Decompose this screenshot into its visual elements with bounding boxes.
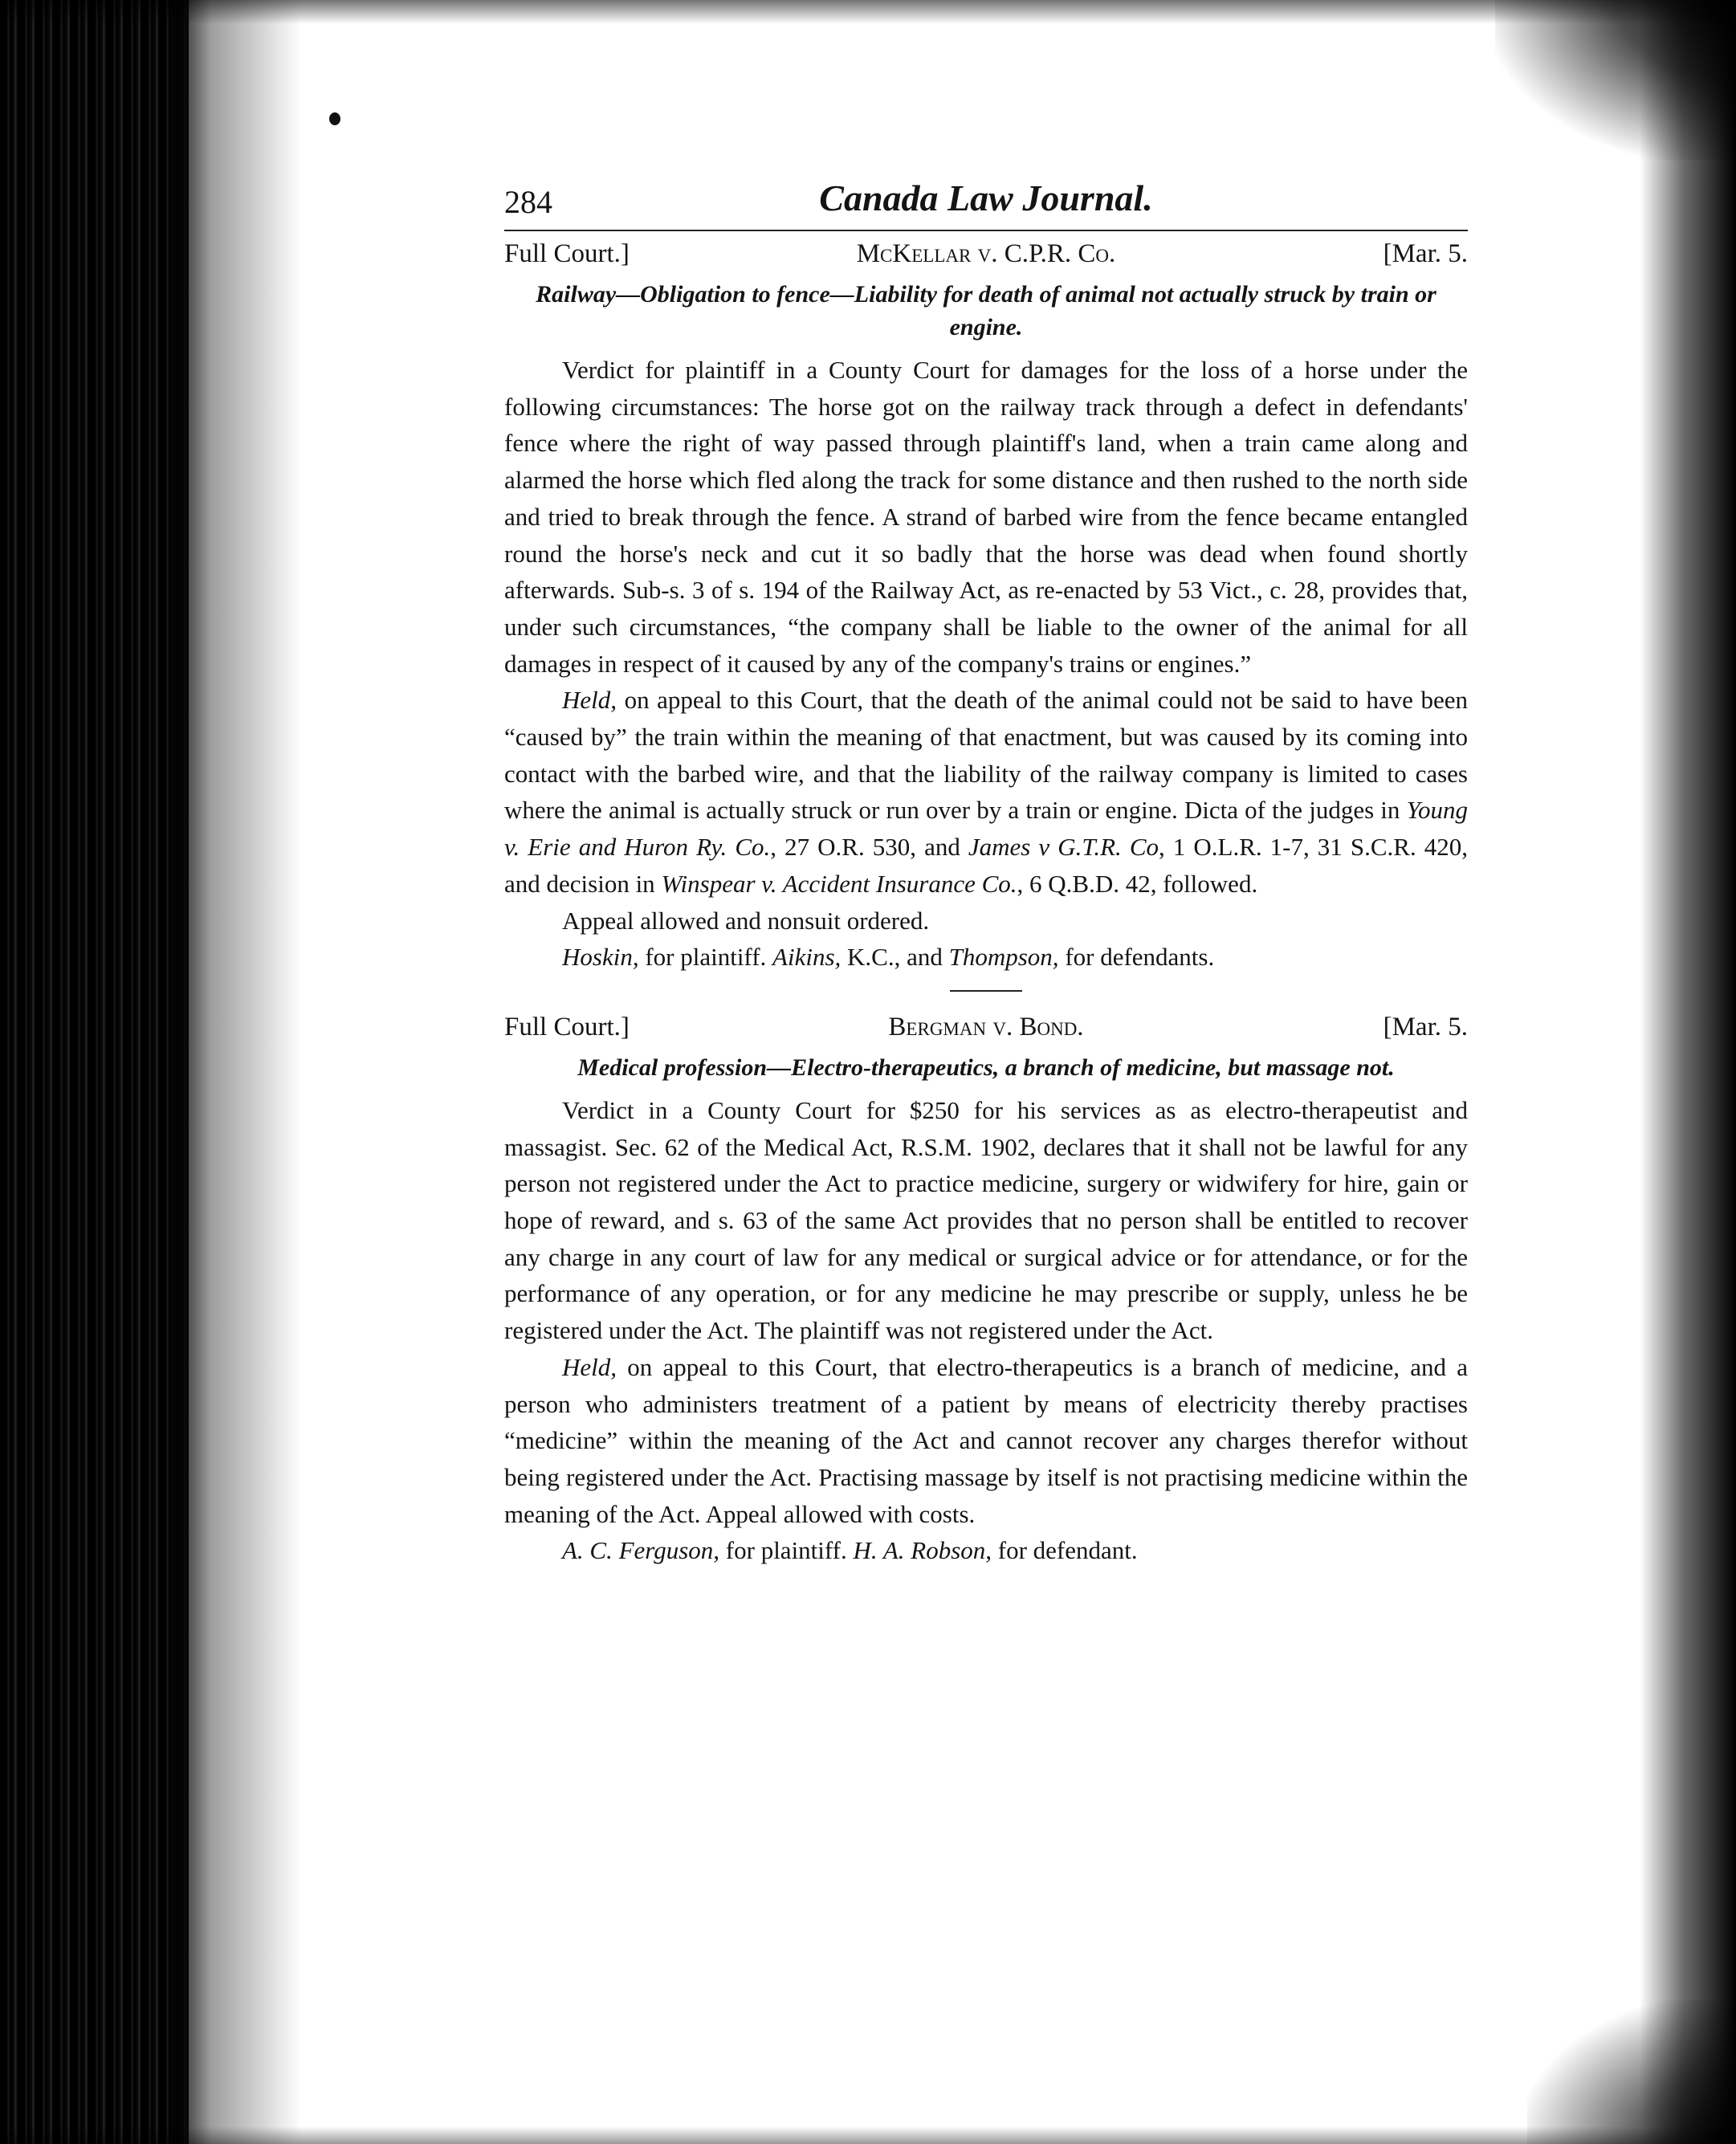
case-date: [Mar. 5. <box>1383 239 1468 268</box>
case-date: [Mar. 5. <box>1383 1012 1468 1041</box>
scan-binding-edge <box>0 0 189 2144</box>
case-citation: Young v. Erie and Huron Ry. Co. <box>504 796 1468 862</box>
case-paragraph: Held, on appeal to this Court, that electro-therapeutics is a branch of medicine, and a person who administers treatment of a patient by means of electricity thereby practises “medicine” within the meaning of the Act and cannot recover any charges therefor without being registered under the Act. Practising massage by itself is not practising medicine within the meaning of the Act. Appeal allowed with costs. <box>504 1352 1468 1528</box>
page-body <box>504 177 1468 1569</box>
page-number: 284 <box>504 184 552 220</box>
court-label: Full Court.] <box>504 239 630 268</box>
case-name: McKellar v. C.P.R. Co. <box>856 239 1116 268</box>
journal-title: Canada Law Journal. <box>819 177 1153 218</box>
scan-binding-shadow <box>173 0 301 2144</box>
case-report <box>504 1005 1468 1569</box>
case-paragraph: Held, on appeal to this Court, that the death of the animal could not be said to have been “caused by” the train within the meaning of that enactment, but was caused by its coming into contact with the barbed wire, and that the liability of the railway company is limited to cases where the animal is actually struck or run over by a train or engine. Dicta of the judges in Young v. Erie and Huron Ry. Co., 27 O.R. 530, and James v G.T.R. Co, 1 O.L.R. 1-7, 31 S.C.R. 420, and decision in Winspear v. Accident Insurance Co., 6 Q.B.D. 42, followed. <box>504 686 1469 898</box>
scan-speck <box>329 112 340 125</box>
case-separator <box>950 990 1022 992</box>
scan-right-edge <box>1640 0 1736 2144</box>
scan-corner-top-right <box>1495 0 1736 161</box>
scan-top-edge <box>0 0 1736 24</box>
case-report <box>504 231 1468 976</box>
case-header <box>504 231 1468 273</box>
case-header <box>504 1005 1468 1046</box>
case-name: Bergman v. Bond. <box>888 1012 1084 1041</box>
case-headnote: Railway—Obligation to fence—Liability for death of animal not actually struck by train or engine. <box>536 281 1436 340</box>
counsel-line: A. C. Ferguson, for plaintiff. H. A. Robson, for defendant. <box>562 1536 1138 1565</box>
held-label: Held, <box>562 1352 617 1381</box>
case-headnote: Medical profession—Electro-therapeutics, a branch of medicine, but massage not. <box>577 1054 1395 1081</box>
held-label: Held, <box>562 686 617 715</box>
case-disposition: Appeal allowed and nonsuit ordered. <box>562 906 930 935</box>
running-head <box>504 177 1468 231</box>
case-paragraph: Verdict for plaintiff in a County Court for damages for the loss of a horse under the following circumstances: The horse got on the railway track through a defect in defendants' fence where the right of way passed through plaintiff's land, when a train came along and alarmed the horse which fled along the track for some distance and then rushed to the north side and tried to break through the fence. A strand of barbed wire from the fence became entangled round the horse's neck and cut it so badly that the horse was dead when found shortly afterwards. Sub-s. 3 of s. 194 of the Railway Act, as re-enacted by 53 Vict., c. 28, provides that, under such circumstances, “the company shall be liable to the owner of the animal for all damages in respect of it caused by any of the company's trains or engines.” <box>504 356 1468 678</box>
court-label: Full Court.] <box>504 1012 630 1041</box>
case-paragraph: Verdict in a County Court for $250 for his services as as electro-therapeutist and massagist. Sec. 62 of the Medical Act, R.S.M. 1902, declares that it shall not be lawful for any person not registered under the Act to practice medicine, surgery or widwifery for hire, gain or hope of reward, and s. 63 of the same Act provides that no person shall be entitled to recover any charge in any court of law for any medical or surgical advice or for attendance, or for the performance of any operation, or for any medicine he may prescribe or supply, unless he be registered under the Act. The plaintiff was not registered under the Act. <box>504 1095 1468 1345</box>
counsel-line: Hoskin, for plaintiff. Aikins, K.C., and Thompson, for defendants. <box>562 943 1215 972</box>
scan-corner-bottom-right <box>1527 1999 1736 2144</box>
case-citation: Winspear v. Accident Insurance Co. <box>661 869 1017 898</box>
case-citation: James v G.T.R. Co <box>968 833 1159 862</box>
scan-bottom-edge <box>0 2126 1736 2144</box>
